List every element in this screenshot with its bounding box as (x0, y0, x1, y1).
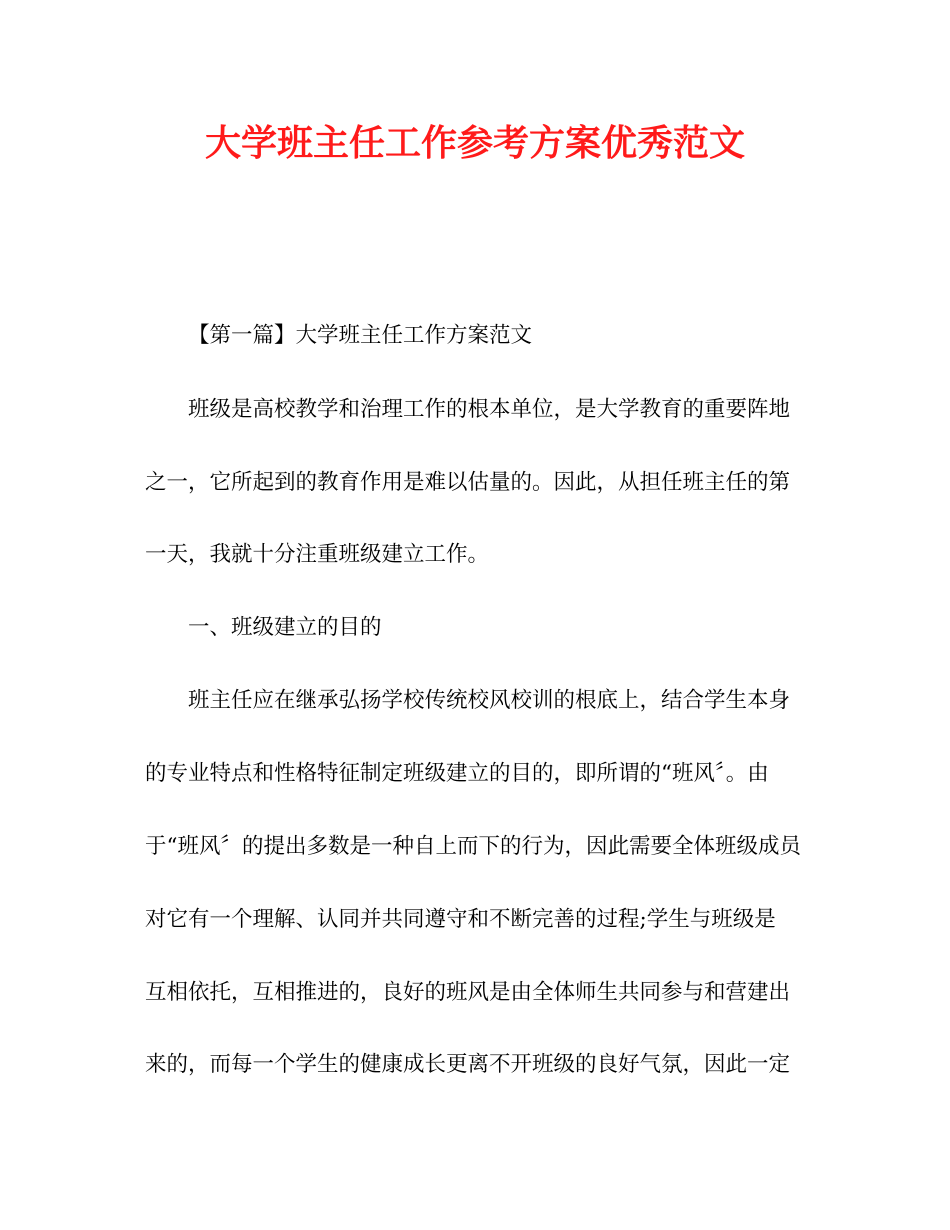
paragraph-line: 来的，而每一个学生的健康成长更离不开班级的良好气氛，因此一定 (145, 1052, 791, 1077)
paragraph-line: 班级是高校教学和治理工作的根本单位，是大学教育的重要阵地 (188, 397, 791, 422)
subsection-heading: 一、班级建立的目的 (188, 615, 382, 640)
paragraph-line: 的专业特点和性格特征制定班级建立的目的，即所谓的“班风〞。由 (145, 761, 769, 786)
document-title: 大学班主任工作参考方案优秀范文 (204, 123, 745, 164)
section-heading: 【第一篇】大学班主任工作方案范文 (188, 323, 533, 348)
paragraph-line: 互相依托，互相推进的，良好的班风是由全体师生共同参与和营建出 (145, 980, 791, 1005)
paragraph-line: 对它有一个理解、认同并共同遵守和不断完善的过程;学生与班级是 (145, 907, 776, 932)
paragraph-line: 一天，我就十分注重班级建立工作。 (145, 542, 490, 567)
paragraph-line: 于“班风〞的提出多数是一种自上而下的行为，因此需要全体班级成员 (145, 834, 801, 859)
paragraph-line: 班主任应在继承弘扬学校传统校风校训的根底上，结合学生本身 (188, 688, 791, 713)
paragraph-line: 之一，它所起到的教育作用是难以估量的。因此，从担任班主任的第 (145, 470, 791, 495)
